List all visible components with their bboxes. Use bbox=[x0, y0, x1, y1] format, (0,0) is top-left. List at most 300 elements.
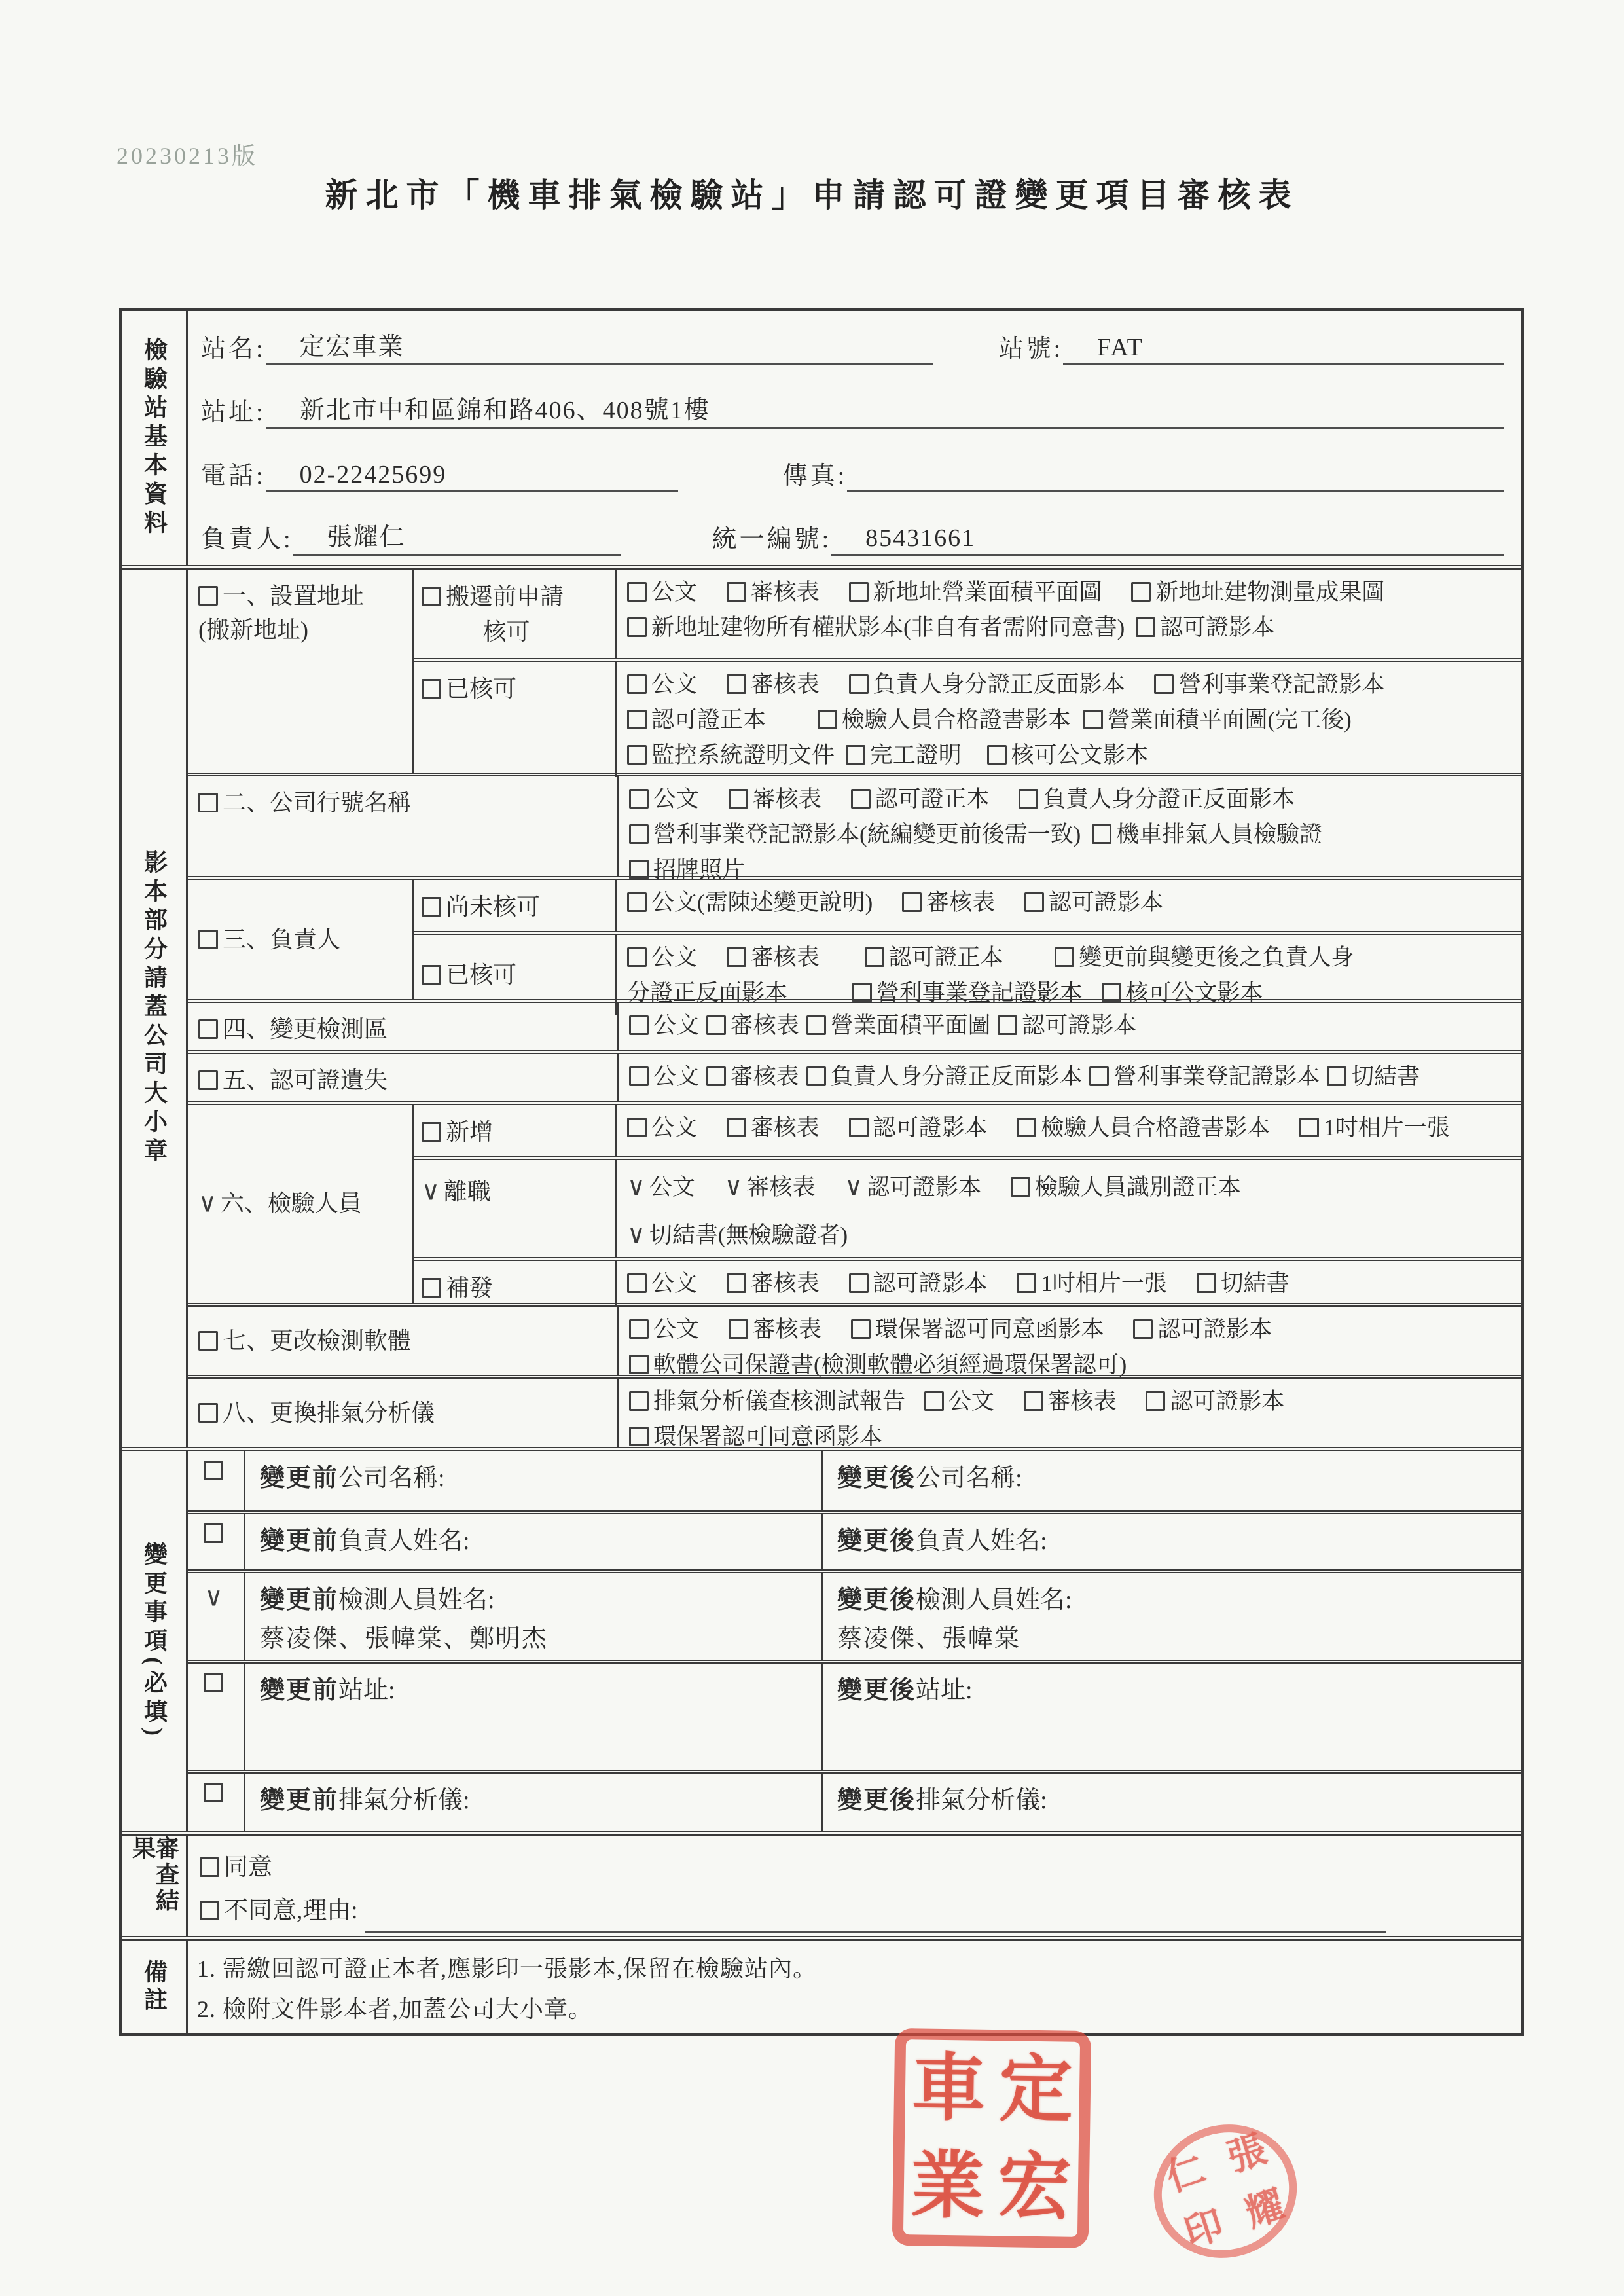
phone-value: 02-22425699 bbox=[266, 460, 678, 492]
section-changes bbox=[122, 1447, 1521, 1831]
doc-item-label: 認可證影本 bbox=[1048, 890, 1163, 915]
checkbox-icon bbox=[1133, 1319, 1153, 1339]
checkbox-icon bbox=[727, 582, 746, 602]
doc-item bbox=[627, 702, 766, 738]
checkbox-icon bbox=[706, 1066, 726, 1086]
checkbox-icon bbox=[204, 1783, 223, 1802]
checkbox-icon bbox=[727, 674, 746, 694]
row-8-title: 八、更換排氣分析儀 bbox=[223, 1399, 435, 1426]
section-notes-header bbox=[122, 1941, 188, 2033]
doc-item-label: 分證正反面影本 bbox=[627, 980, 788, 1006]
doc-item bbox=[1089, 1059, 1320, 1095]
doc-item bbox=[629, 1384, 905, 1419]
doc-item-label: 新地址營業面積平面圖 bbox=[873, 579, 1102, 605]
doc-item bbox=[729, 1312, 821, 1347]
doc-item-checked bbox=[725, 1169, 816, 1205]
doc-item bbox=[1197, 1266, 1290, 1302]
change-after-label: 公司名稱: bbox=[916, 1465, 1022, 1492]
change-before-value: 蔡凌傑、張幃棠、鄭明杰 bbox=[260, 1624, 549, 1652]
row-8-analyzer bbox=[188, 1375, 1521, 1447]
doc-item-label: 認可證影本 bbox=[873, 1115, 988, 1140]
checkbox-icon bbox=[627, 1118, 647, 1137]
doc-item bbox=[629, 817, 1081, 852]
doc-item-label: 審核表 bbox=[926, 890, 996, 915]
checkbox-icon bbox=[818, 710, 837, 729]
checkbox-icon bbox=[1017, 1273, 1036, 1293]
change-after-label: 排氣分析儀: bbox=[916, 1787, 1047, 1814]
row-5-title: 五、認可證遺失 bbox=[223, 1067, 388, 1093]
checkbox-icon bbox=[1011, 1177, 1030, 1197]
doc-item-label: 負責人身分證正反面影本 bbox=[830, 1064, 1083, 1089]
checkbox-icon bbox=[422, 1122, 441, 1142]
doc-item-label: 認可證正本 bbox=[875, 786, 990, 812]
doc-item-label: 審核表 bbox=[750, 945, 820, 970]
doc-item-label: 排氣分析儀查核測試報告 bbox=[653, 1389, 906, 1414]
row-1-right bbox=[414, 570, 1521, 773]
doc-item-label: 審核表 bbox=[750, 672, 820, 697]
doc-item bbox=[629, 1419, 882, 1455]
checkbox-icon bbox=[849, 674, 869, 694]
section-copies bbox=[122, 565, 1521, 1447]
row-1b-sub-label: 已核可 bbox=[446, 676, 517, 702]
company-seal-char: 定 bbox=[998, 2049, 1074, 2132]
checkbox-icon bbox=[200, 1901, 219, 1920]
doc-item-label: 招牌照片 bbox=[653, 857, 746, 883]
change-row-checkcell bbox=[188, 1774, 245, 1831]
doc-item-label: 認可證影本 bbox=[1160, 615, 1275, 640]
doc-item-label: 公文 bbox=[653, 1064, 700, 1089]
doc-item bbox=[727, 575, 820, 610]
doc-line bbox=[629, 1059, 1514, 1095]
checkbox-icon bbox=[1299, 1118, 1319, 1137]
doc-item bbox=[727, 667, 820, 702]
doc-item bbox=[924, 1384, 994, 1419]
doc-item bbox=[1299, 1110, 1450, 1146]
checkbox-icon bbox=[198, 793, 218, 812]
change-row-address bbox=[188, 1660, 1521, 1770]
checkbox-icon bbox=[198, 586, 218, 606]
checkbox-icon bbox=[422, 1278, 441, 1298]
row-6-right bbox=[414, 1105, 1521, 1303]
doc-item-label: 公文 bbox=[653, 786, 700, 812]
doc-item bbox=[1017, 1110, 1270, 1146]
checkbox-icon bbox=[851, 789, 871, 809]
checkbox-icon bbox=[627, 582, 647, 602]
row-6a-sub bbox=[414, 1105, 617, 1156]
change-after-value: 蔡凌傑、張幃棠 bbox=[837, 1624, 1021, 1652]
section-review-header-label: 審查結果 bbox=[129, 1836, 179, 1914]
doc-item bbox=[627, 1110, 697, 1146]
doc-item bbox=[629, 1312, 699, 1347]
change-after-label: 站址: bbox=[916, 1677, 973, 1704]
check-mark-icon: ∨ bbox=[422, 1176, 440, 1207]
checkbox-icon bbox=[865, 947, 884, 967]
section-changes-header bbox=[122, 1451, 188, 1831]
review-disagree-line bbox=[200, 1889, 1507, 1933]
fax-value bbox=[847, 489, 1504, 492]
change-before-cell bbox=[245, 1514, 823, 1569]
checkbox-icon bbox=[1024, 1391, 1043, 1411]
checkbox-icon bbox=[627, 617, 647, 637]
doc-item bbox=[1154, 667, 1384, 702]
doc-line bbox=[627, 738, 1514, 773]
section-changes-body bbox=[188, 1451, 1521, 1831]
change-before-cell bbox=[245, 1573, 823, 1660]
doc-item bbox=[727, 1266, 820, 1302]
personal-seal-stamp bbox=[1136, 2106, 1314, 2276]
doc-item-label: 審核表 bbox=[730, 1013, 799, 1038]
doc-line bbox=[629, 1384, 1514, 1419]
doc-item bbox=[1011, 1170, 1241, 1205]
doc-item-label: 公文 bbox=[651, 1115, 698, 1140]
row-7-software bbox=[188, 1303, 1521, 1375]
change-before-label: 站址: bbox=[338, 1677, 395, 1704]
checkbox-icon bbox=[627, 745, 647, 765]
checkbox-icon bbox=[998, 1015, 1017, 1035]
row-6a bbox=[414, 1105, 1521, 1156]
row-1-item bbox=[188, 570, 414, 773]
doc-item-label: 認可證影本 bbox=[1022, 1013, 1137, 1038]
row-2-company-name bbox=[188, 773, 1521, 883]
row-1b bbox=[414, 658, 1521, 777]
doc-item bbox=[627, 738, 835, 773]
change-row-checkcell bbox=[188, 1514, 245, 1569]
doc-item bbox=[851, 782, 990, 817]
change-before-label: 排氣分析儀: bbox=[338, 1787, 470, 1814]
doc-line bbox=[627, 940, 1514, 975]
doc-item-label: 認可證正本 bbox=[888, 945, 1003, 970]
change-after-label: 檢測人員姓名: bbox=[916, 1586, 1072, 1614]
station-name-value: 定宏車業 bbox=[266, 326, 933, 365]
change-before-label: 檢測人員姓名: bbox=[338, 1586, 495, 1614]
row-6a-sub-label: 新增 bbox=[446, 1119, 494, 1145]
tax-id-value: 85431661 bbox=[831, 524, 1504, 556]
doc-line bbox=[627, 1217, 1514, 1253]
doc-item bbox=[1146, 1384, 1284, 1419]
row-2-item bbox=[188, 776, 619, 876]
doc-item bbox=[998, 1008, 1136, 1044]
main-form-table bbox=[119, 308, 1524, 2036]
doc-item-label: 檢驗人員合格證書影本 bbox=[841, 707, 1071, 733]
checkbox-icon bbox=[727, 1273, 746, 1293]
check-mark-icon: ∨ bbox=[627, 1220, 645, 1250]
station-code-value: FAT bbox=[1063, 333, 1504, 365]
reason-blank-line bbox=[365, 1906, 1386, 1933]
checkbox-icon bbox=[846, 745, 865, 765]
doc-item bbox=[1131, 575, 1384, 610]
checkbox-icon bbox=[1131, 582, 1151, 602]
checkbox-icon bbox=[198, 1019, 218, 1039]
doc-item-label: 營利事業登記證影本 bbox=[1178, 672, 1385, 697]
change-before-label: 負責人姓名: bbox=[338, 1527, 470, 1555]
owner-value: 張耀仁 bbox=[293, 517, 621, 556]
checkbox-icon bbox=[1024, 892, 1044, 912]
doc-item bbox=[627, 1266, 697, 1302]
doc-item-label: 環保署認可同意函影本 bbox=[653, 1424, 883, 1449]
doc-item-label: 檢驗人員識別證正本 bbox=[1034, 1175, 1241, 1200]
section-copies-body bbox=[188, 570, 1521, 1447]
checkbox-icon bbox=[204, 1461, 223, 1480]
change-row-checkcell bbox=[188, 1664, 245, 1770]
doc-item bbox=[1327, 1059, 1420, 1095]
doc-item bbox=[1024, 1384, 1117, 1419]
checkbox-icon bbox=[729, 1319, 748, 1339]
doc-item bbox=[851, 1312, 1104, 1347]
doc-item-label: 負責人身分證正反面影本 bbox=[1043, 786, 1295, 812]
row-6b-sub-label: 離職 bbox=[443, 1178, 491, 1205]
doc-item bbox=[849, 1110, 988, 1146]
company-seal-stamp bbox=[892, 2028, 1092, 2248]
checkbox-icon bbox=[629, 1015, 649, 1035]
change-after-prefix: 變更後 bbox=[837, 1787, 916, 1814]
section-basic-body bbox=[188, 311, 1521, 565]
doc-line bbox=[627, 667, 1514, 702]
section-review-body bbox=[188, 1836, 1521, 1936]
checkbox-icon bbox=[1017, 1118, 1036, 1137]
checkbox-icon bbox=[1083, 710, 1103, 729]
doc-line bbox=[629, 1419, 1514, 1455]
checkbox-icon bbox=[849, 1273, 869, 1293]
doc-item-label: 切結書 bbox=[1220, 1271, 1290, 1296]
checkbox-icon bbox=[1327, 1066, 1346, 1086]
row-5-lost-cert bbox=[188, 1050, 1521, 1101]
checkbox-icon bbox=[422, 897, 441, 917]
station-name-row bbox=[188, 311, 1521, 374]
doc-item-label: 公文 bbox=[651, 1271, 698, 1296]
personal-seal-char: 耀 bbox=[1240, 2182, 1290, 2235]
checkbox-icon bbox=[204, 1673, 223, 1692]
doc-item bbox=[1136, 610, 1274, 646]
note-line-2: 2. 檢附文件影本者,加蓋公司大小章。 bbox=[197, 1996, 593, 2022]
doc-item-label: 核可公文影本 bbox=[1125, 980, 1263, 1006]
doc-item-label: 審核表 bbox=[746, 1175, 816, 1200]
change-before-cell bbox=[245, 1451, 823, 1510]
change-after-cell bbox=[823, 1774, 1521, 1831]
doc-item-label: 認可證影本 bbox=[867, 1175, 982, 1200]
checkbox-icon bbox=[1146, 1391, 1165, 1411]
row-6c-docs bbox=[617, 1261, 1521, 1305]
row-4-title: 四、變更檢測區 bbox=[223, 1016, 388, 1042]
section-basic-header bbox=[122, 311, 188, 565]
doc-item-label: 1吋相片一張 bbox=[1324, 1115, 1450, 1140]
doc-item bbox=[902, 885, 995, 920]
review-agree-line bbox=[200, 1846, 1507, 1889]
doc-item-label: 1吋相片一張 bbox=[1041, 1271, 1167, 1296]
change-before-prefix: 變更前 bbox=[260, 1586, 339, 1614]
checkbox-icon bbox=[629, 1427, 649, 1446]
doc-item-label: 審核表 bbox=[750, 579, 820, 605]
row-5-item bbox=[188, 1054, 619, 1101]
row-6c-sub bbox=[414, 1261, 617, 1305]
doc-item bbox=[1017, 1266, 1167, 1302]
station-code-label: 站號: bbox=[998, 335, 1064, 363]
checkbox-icon bbox=[629, 824, 649, 844]
doc-line bbox=[629, 1008, 1514, 1044]
doc-item bbox=[1055, 940, 1354, 975]
section-notes-header-label: 備註 bbox=[141, 1959, 168, 2014]
owner-taxid-row bbox=[188, 501, 1521, 565]
section-notes-body bbox=[188, 1941, 1521, 2033]
doc-item-label: 監控系統證明文件 bbox=[651, 742, 835, 768]
doc-item bbox=[806, 1059, 1083, 1095]
row-3a-sub bbox=[414, 880, 617, 931]
row-1a-sub-label2: 核可 bbox=[482, 619, 530, 645]
checkbox-icon bbox=[729, 789, 748, 809]
checkbox-icon bbox=[849, 1118, 869, 1137]
checkbox-icon bbox=[198, 1331, 218, 1351]
doc-line bbox=[629, 1312, 1514, 1347]
checkbox-icon bbox=[706, 1015, 726, 1035]
doc-item bbox=[627, 575, 697, 610]
doc-line bbox=[627, 885, 1514, 920]
row-6a-docs bbox=[617, 1105, 1521, 1156]
row-6c-sub-label: 補發 bbox=[446, 1275, 494, 1301]
doc-item bbox=[706, 1008, 799, 1044]
row-1a-sub-label1: 搬遷前申請 bbox=[446, 583, 564, 610]
section-basic-header-label: 檢驗站基本資料 bbox=[141, 337, 168, 539]
section-changes-header-label: 變更事項(必填) bbox=[141, 1542, 168, 1741]
doc-item-label: 審核表 bbox=[750, 1271, 820, 1296]
doc-item-label: 環保署認可同意函影本 bbox=[875, 1317, 1104, 1342]
check-mark-icon: ∨ bbox=[204, 1582, 223, 1613]
phone-label: 電話: bbox=[201, 462, 266, 490]
check-mark-icon: ∨ bbox=[198, 1189, 217, 1218]
doc-item bbox=[727, 940, 820, 975]
change-after-label: 負責人姓名: bbox=[916, 1527, 1047, 1555]
personal-seal-char: 張 bbox=[1222, 2127, 1272, 2179]
change-row-checkcell bbox=[188, 1573, 245, 1660]
doc-item bbox=[849, 667, 1125, 702]
row-6c bbox=[414, 1257, 1521, 1305]
row-1-subtitle: (搬新地址) bbox=[198, 617, 308, 644]
doc-line bbox=[627, 1266, 1514, 1302]
row-3-title: 三、負責人 bbox=[223, 926, 341, 953]
checkbox-icon bbox=[1092, 824, 1111, 844]
doc-item bbox=[1092, 817, 1322, 852]
checkbox-icon bbox=[1055, 947, 1074, 967]
doc-item-checked bbox=[627, 1169, 695, 1205]
section-review bbox=[122, 1831, 1521, 1936]
personal-seal-char: 仁 bbox=[1161, 2147, 1211, 2200]
checkbox-icon bbox=[629, 1319, 649, 1339]
checkbox-icon bbox=[1136, 617, 1155, 637]
doc-item bbox=[706, 1059, 799, 1095]
section-basic-info bbox=[122, 311, 1521, 565]
doc-line bbox=[627, 610, 1514, 646]
doc-item-label: 審核表 bbox=[750, 1115, 820, 1140]
checkbox-icon bbox=[629, 1355, 649, 1374]
doc-item bbox=[627, 885, 873, 920]
doc-item-checked bbox=[844, 1169, 981, 1205]
doc-item-label: 審核表 bbox=[752, 1317, 821, 1342]
station-address-row bbox=[188, 374, 1521, 438]
change-before-label: 公司名稱: bbox=[338, 1465, 445, 1492]
doc-item-label: 審核表 bbox=[730, 1064, 799, 1089]
row-1a-sub bbox=[414, 570, 617, 658]
checkbox-icon bbox=[198, 1403, 218, 1423]
checkbox-icon bbox=[849, 582, 869, 602]
checkbox-icon bbox=[627, 674, 647, 694]
doc-item bbox=[865, 940, 1003, 975]
doc-item-label: 公文 bbox=[948, 1389, 994, 1414]
row-7-item bbox=[188, 1307, 619, 1375]
review-disagree-label: 不同意,理由: bbox=[224, 1897, 358, 1924]
change-before-prefix: 變更前 bbox=[260, 1465, 339, 1492]
section-copies-header bbox=[122, 570, 188, 1447]
checkbox-icon bbox=[851, 1319, 871, 1339]
doc-item-label: 營利事業登記證影本 bbox=[1113, 1064, 1320, 1089]
doc-item bbox=[987, 738, 1149, 773]
change-row-company bbox=[188, 1451, 1521, 1510]
change-before-cell bbox=[245, 1664, 823, 1770]
row-2-title: 二、公司行號名稱 bbox=[223, 790, 412, 816]
doc-item bbox=[729, 782, 821, 817]
doc-line bbox=[627, 702, 1514, 738]
row-5-docs bbox=[619, 1054, 1521, 1101]
checkbox-icon bbox=[422, 587, 441, 606]
checkbox-icon bbox=[1089, 1066, 1109, 1086]
row-3a-sub-label: 尚未核可 bbox=[446, 894, 541, 920]
checkbox-icon bbox=[629, 789, 649, 809]
row-1b-sub bbox=[414, 662, 617, 777]
doc-item bbox=[627, 610, 1125, 646]
doc-item-label: 認可證影本 bbox=[873, 1271, 988, 1296]
note-line-1: 1. 需繳回認可證正本者,應影印一張影本,保留在檢驗站內。 bbox=[197, 1956, 818, 1982]
checkbox-icon bbox=[627, 892, 647, 912]
phone-fax-row bbox=[188, 438, 1521, 501]
doc-item bbox=[627, 667, 697, 702]
row-6-inspectors bbox=[188, 1101, 1521, 1303]
doc-item-label: 變更前與變更後之負責人身 bbox=[1079, 945, 1354, 970]
doc-item-label: 新地址建物測量成果圖 bbox=[1155, 579, 1385, 605]
doc-item-label: 機車排氣人員檢驗證 bbox=[1116, 822, 1323, 847]
form-version: 20230213版 bbox=[117, 143, 259, 169]
section-review-header bbox=[122, 1836, 188, 1936]
doc-item bbox=[846, 738, 962, 773]
station-address-value: 新北市中和區錦和路406、408號1樓 bbox=[266, 390, 1504, 429]
section-copies-header-label: 影本部分請蓋公司大小章 bbox=[141, 850, 168, 1167]
checkbox-icon bbox=[200, 1857, 219, 1877]
checkbox-icon bbox=[1154, 674, 1174, 694]
check-mark-icon: ∨ bbox=[844, 1172, 863, 1202]
change-row-analyzer bbox=[188, 1770, 1521, 1831]
row-3-right bbox=[414, 880, 1521, 1006]
row-7-title: 七、更改檢測軟體 bbox=[223, 1327, 412, 1354]
doc-line bbox=[627, 1169, 1514, 1205]
checkbox-icon bbox=[924, 1391, 944, 1411]
row-4-item bbox=[188, 1003, 619, 1050]
row-3a bbox=[414, 880, 1521, 931]
checkbox-icon bbox=[1197, 1273, 1216, 1293]
doc-item-label: 軟體公司保證書(檢測軟體必須經過環保署認可) bbox=[653, 1352, 1127, 1377]
row-1b-docs bbox=[617, 662, 1521, 777]
row-7-docs bbox=[619, 1307, 1521, 1375]
company-seal-char: 車 bbox=[911, 2047, 986, 2130]
doc-item-label: 公文 bbox=[653, 1013, 700, 1038]
owner-label: 負責人: bbox=[201, 526, 293, 553]
doc-item-label: 新地址建物所有權狀影本(非自有者需附同意書) bbox=[651, 615, 1125, 640]
doc-item-label: 認可證正本 bbox=[651, 707, 767, 733]
checkbox-icon bbox=[629, 1066, 649, 1086]
station-name-label: 站名: bbox=[201, 335, 266, 363]
change-after-prefix: 變更後 bbox=[837, 1677, 916, 1704]
doc-item bbox=[629, 1008, 699, 1044]
review-agree-label: 同意 bbox=[224, 1854, 272, 1881]
doc-item bbox=[1024, 885, 1163, 920]
doc-item-label: 完工證明 bbox=[869, 742, 962, 768]
doc-item-label: 公文(需陳述變更說明) bbox=[651, 890, 873, 915]
row-3b-sub-label: 已核可 bbox=[446, 962, 517, 988]
